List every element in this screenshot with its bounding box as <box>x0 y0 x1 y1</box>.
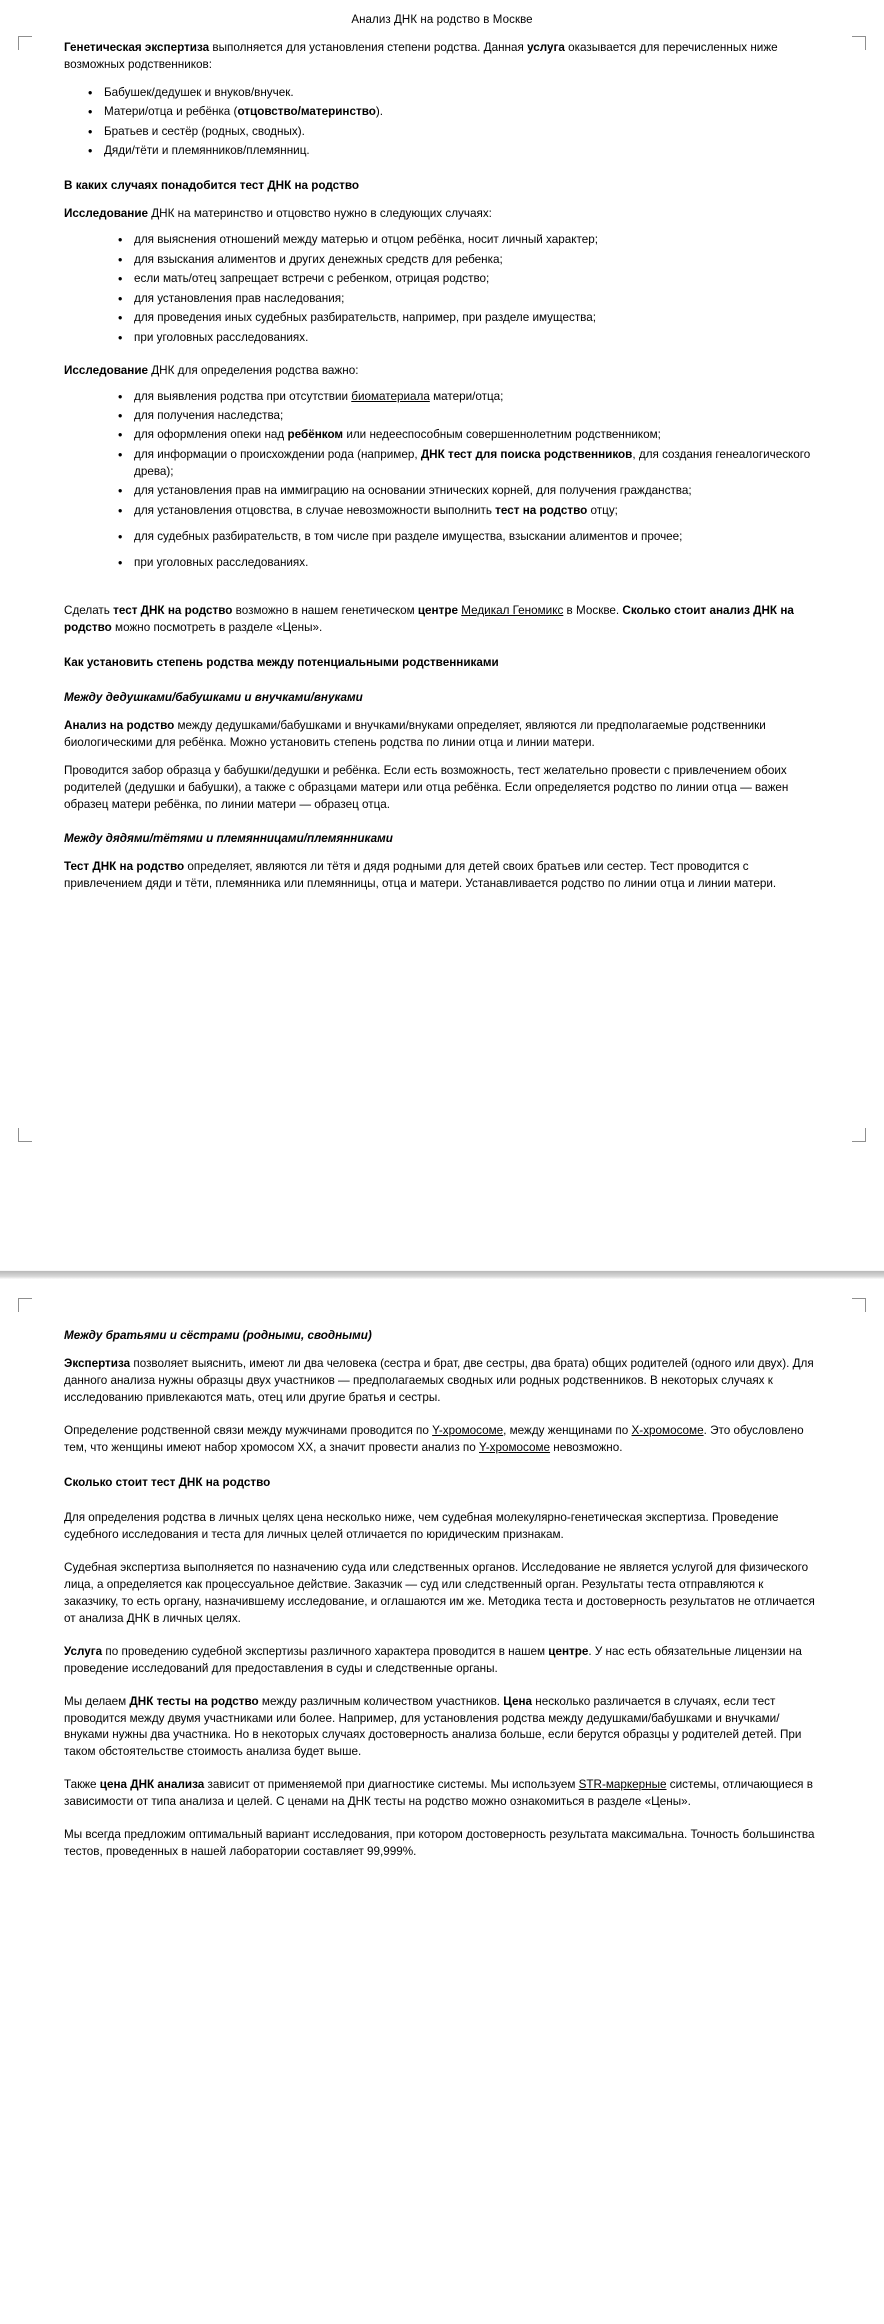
price-paragraph-3 <box>64 1644 820 1678</box>
uncles-bold: Тест ДНК на родство <box>64 860 185 874</box>
siblings-text: позволяет выяснить, имеют ли два человека (сестра и брат, две сестры, два брата) общих родителей (одного или двух). Для данного анализа нужны образцы двух участников — предполагаемых сводных или родных родственников. В некоторых случаях к исследованию привлекаются мать, отец или другие братья и сестры. <box>64 1356 814 1404</box>
siblings2-text-4: невозможно. <box>550 1440 623 1454</box>
list-item-label: для установления прав наследования; <box>134 291 345 305</box>
list-item-label: Бабушек/дедушек и внуков/внучек. <box>104 85 294 99</box>
price4-bold-1: ДНК тесты на родство <box>129 1694 259 1708</box>
siblings2-underline-2: Х-хромосоме <box>631 1423 704 1437</box>
grandparents-paragraph-2: Проводится забор образца у бабушки/дедушки и ребёнка. Если есть возможность, тест желательно провести с привлечением обоих родителей (дедушки и бабушки), а также с образцами матери или отца ребёнка. Если определяется родство по линии отца — важен образец матери ребёнка, по линии матери — образец отца. <box>64 763 789 811</box>
research-1-bold: Исследование <box>64 207 149 221</box>
list-item: • Матери/отца и ребёнка (отцовство/материнство). <box>86 104 820 121</box>
crop-mark-top-right <box>852 36 866 50</box>
grandparents-paragraph-1 <box>64 718 820 752</box>
price4-bold-2: Цена <box>503 1694 533 1708</box>
center-text-2: возможно в нашем генетическом <box>232 603 418 617</box>
siblings2-underline-1: Y-хромосоме <box>432 1423 504 1437</box>
list-item-label: если мать/отец запрещает встречи с ребенком, отрицая родство; <box>134 272 490 286</box>
page-break-separator <box>0 1262 884 1286</box>
price3-text-1: по проведению судебной экспертизы различного характера проводится в нашем <box>102 1644 549 1658</box>
research-1-paragraph <box>64 206 820 223</box>
price4-text-2: между различным количеством участников. <box>258 1694 504 1708</box>
list-item: • для оформления опеки над ребёнком или недееспособным совершеннолетним родственником; <box>116 427 820 444</box>
intro-text-2: оказывается для перечисленных ниже возможных родственников: <box>64 41 778 71</box>
list-item-label: для получения наследства; <box>134 409 284 422</box>
list-item: • для выявления родства при отсутствии биоматериала матери/отца; <box>116 389 820 406</box>
list-item-bold: отцовство/материнство <box>237 105 376 119</box>
cases-list-1 <box>64 232 820 346</box>
center-bold-1: тест ДНК на родство <box>113 603 233 617</box>
siblings-bold: Экспертиза <box>64 1356 131 1370</box>
intro-bold-1: Генетическая экспертиза <box>64 41 210 54</box>
crop-mark-bottom-left <box>18 1128 32 1142</box>
list-item-label: Дяди/тёти и племянников/племянниц. <box>104 144 310 158</box>
list-item-bold: ДНК тест для поиска родственников <box>420 447 633 461</box>
center-link-medical-genomics[interactable]: Медикал Геномикс <box>461 603 564 617</box>
list-item <box>116 291 820 308</box>
siblings-paragraph-2 <box>64 1423 820 1457</box>
list-item-label: для проведения иных судебных разбирательств, например, при разделе имущества; <box>134 311 597 325</box>
list-item <box>86 124 820 141</box>
list-item <box>86 143 820 160</box>
price-paragraph-2: Судебная экспертиза выполняется по назначению суда или следственных органов. Исследование не является услугой для физического лица, а определяется как процессуальное действие. Заказчик — суд или следственный орган. Результаты теста отправляются к заказчику, то есть органу, назначившему исследование, и оглашаются им же. Методика теста и достоверность результатов не отличается от анализа ДНК в личных целях. <box>64 1560 815 1625</box>
page-title: Анализ ДНК на родство в Москве <box>351 14 533 26</box>
list-item: • для установления отцовства, в случае невозможности выполнить тест на родство отцу; <box>116 503 820 520</box>
list-item-bold: тест на родство <box>495 503 588 517</box>
siblings2-text-2: , между женщинами по <box>503 1423 632 1437</box>
list-item-label: для выяснения отношений между матерью и отцом ребёнка, носит личный характер; <box>134 233 598 247</box>
list-item-label: для судебных разбирательств, в том числе при разделе имущества, взыскании алиментов и прочее; <box>134 529 683 543</box>
siblings2-underline-3: Y-хромосоме <box>479 1440 551 1454</box>
list-item-label: для установления прав на иммиграцию на основании этнических корней, для получения гражданства; <box>134 484 692 498</box>
list-item-label: для взыскания алиментов и других денежных средств для ребенка; <box>134 252 503 266</box>
intro-paragraph <box>64 40 820 74</box>
price5-text-3: системы, отличающиеся в зависимости от типа анализа и целей. С ценами на ДНК тесты на родство можно ознакомиться в разделе «Цены». <box>64 1778 813 1809</box>
research-1-text: ДНК на материнство и отцовство нужно в следующих случаях: <box>148 207 492 221</box>
siblings2-text-1: Определение родственной связи между мужчинами проводится по <box>64 1423 433 1437</box>
list-item-label: при уголовных расследованиях. <box>134 330 309 344</box>
list-item <box>116 555 820 572</box>
heading-price: Сколько стоит тест ДНК на родство <box>64 1475 271 1489</box>
list-item <box>86 85 820 102</box>
cases-list-2 <box>64 389 820 572</box>
siblings2-text-3: . Это обусловлено тем, что женщины имеют набор хромосом ХХ, а значит провести анализ по <box>64 1423 804 1454</box>
list-item <box>116 483 820 500</box>
center-text-4: в Москве. <box>563 603 623 617</box>
price-paragraph-4 <box>64 1694 820 1762</box>
list-item-label: Братьев и сестёр (родных, сводных). <box>104 124 305 138</box>
price3-bold-1: Услуга <box>64 1644 103 1658</box>
heading-cases: В каких случаях понадобится тест ДНК на родство <box>64 179 360 193</box>
list-item <box>116 408 820 425</box>
heading-degree: Как установить степень родства между потенциальными родственниками <box>64 655 499 669</box>
price5-text-2: зависит от применяемой при диагностике системы. Мы используем <box>204 1778 579 1792</box>
subheading-uncles: Между дядями/тётями и племянницами/племянниками <box>64 832 393 846</box>
uncles-text: определяет, являются ли тётя и дядя родными для детей своих братьев или сестер. Тест проводится с привлечением дяди и тёти, племянника или племянницы, отца и матери. Устанавливается родство по линии отца и линии матери. <box>64 860 777 891</box>
price5-text-1: Также <box>64 1778 100 1792</box>
list-item-underline: биоматериала <box>351 389 430 403</box>
subheading-grandparents: Между дедушками/бабушками и внучками/внуками <box>64 690 363 704</box>
center-bold-3: Сколько стоит анализ ДНК на родство <box>64 603 794 634</box>
crop-mark-top-left <box>18 1298 32 1312</box>
price4-text-3: несколько различается в случаях, если тест проводится между двумя участниками или более. Например, для установления родства между дедушками/бабушками и внучками/внуками нужны два участника. Но в некоторых случаях достоверность анализа больше, если берутся образцы у родителей детей. При таком обстоятельстве стоимость анализа будет выше. <box>64 1694 802 1759</box>
center-bold-2: центре <box>417 603 458 617</box>
price-paragraph-1: Для определения родства в личных целях цена несколько ниже, чем судебная молекулярно-генетическая экспертиза. Проведение судебного исследования и теста для личных целей отличается по юридическим признакам. <box>64 1510 779 1541</box>
intro-bold-2: услуга <box>527 41 565 54</box>
price-paragraph-5 <box>64 1777 820 1811</box>
list-item <box>116 271 820 288</box>
grandparents-text: между дедушками/бабушками и внучками/внуками определяет, являются ли предполагаемые родственники биологическими для ребёнка. Можно установить степень родства по линии отца и линии матери. <box>64 718 766 749</box>
uncles-paragraph-1 <box>64 859 820 893</box>
grandparents-bold: Анализ на родство <box>64 718 175 732</box>
price4-text-1: Мы делаем <box>64 1694 130 1708</box>
price3-text-2: . У нас есть обязательные лицензии на проведение исследований для предоставления в суды и следственные органы. <box>64 1644 802 1675</box>
center-text-5: можно посмотреть в разделе «Цены». <box>111 620 323 634</box>
list-item <box>116 252 820 269</box>
list-item: • для информации о происхождении рода (например, ДНК тест для поиска родственников, для создания генеалогического древа); <box>116 447 820 481</box>
list-item <box>116 310 820 327</box>
price3-bold-2: центре <box>548 1644 589 1658</box>
crop-mark-top-right <box>852 1298 866 1312</box>
center-text-1: Сделать <box>64 603 114 617</box>
intro-text-1: выполняется для установления степени родства. Данная <box>209 41 528 54</box>
price5-bold-1: цена ДНК анализа <box>99 1778 205 1792</box>
list-item <box>116 232 820 249</box>
siblings-paragraph-1 <box>64 1356 820 1407</box>
page-2-content <box>32 1328 852 1861</box>
price-paragraph-6: Мы всегда предложим оптимальный вариант исследования, при котором достоверность результата максимальна. Точность большинства тестов, проведенных в нашей лаборатории составляет 99,999%. <box>64 1828 815 1859</box>
research-2-paragraph <box>64 363 820 380</box>
relatives-list <box>64 85 820 160</box>
list-item-bold: ребёнком <box>287 428 344 442</box>
list-item-label: при уголовных расследованиях. <box>134 555 309 569</box>
subheading-siblings: Между братьями и сёстрами (родными, сводными) <box>64 1329 372 1342</box>
list-item <box>116 330 820 347</box>
list-item <box>116 529 820 546</box>
research-2-bold: Исследование <box>64 363 149 377</box>
crop-mark-top-left <box>18 36 32 50</box>
center-paragraph <box>64 603 820 637</box>
research-2-text: ДНК для определения родства важно: <box>148 363 359 377</box>
page-1-content <box>32 14 852 893</box>
crop-mark-bottom-right <box>852 1128 866 1142</box>
document-page-2 <box>0 1286 884 2324</box>
price5-underline-1: STR-маркерные <box>578 1778 667 1792</box>
